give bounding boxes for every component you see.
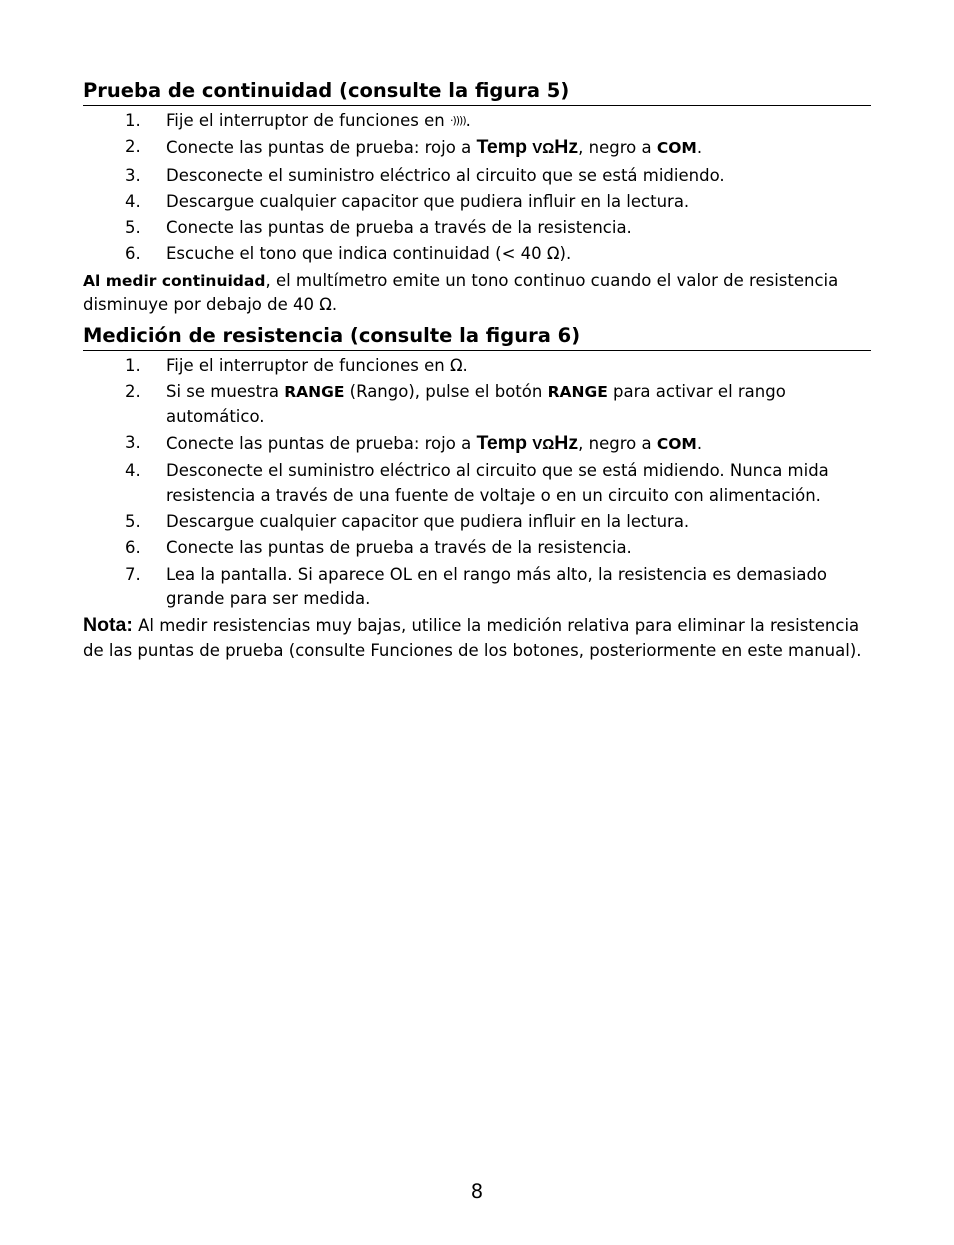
temp-terminal-label: Temp	[476, 136, 527, 159]
step-number: 1.	[125, 111, 141, 130]
page-number: 8	[470, 1180, 484, 1203]
list-item: 3. Conecte las puntas de prueba: rojo a Temp VΩHz, negro a COM.	[125, 431, 703, 454]
list-item: 5. Descargue cualquier capacitor que pudiera influir en la lectura.	[83, 510, 871, 535]
step-number: 2.	[125, 382, 141, 402]
step-number: 1.	[125, 355, 141, 375]
list-item: 7. Lea la pantalla. Si aparece OL en el rango más alto, la resistencia es demasiado grande para ser medida.	[125, 564, 828, 609]
ohm-icon: Ω	[542, 435, 555, 453]
step-number: 4.	[125, 461, 141, 481]
list-item: 1. Fije el interruptor de funciones en Ω.	[83, 354, 871, 379]
step-number: 6.	[125, 244, 141, 264]
manual-page	[83, 78, 871, 663]
step-number: 3.	[125, 165, 141, 185]
list-item: 6. Escuche el tono que indica continuidad (< 40 Ω).	[83, 242, 871, 267]
v-ohm-hz-terminal-label: VΩHz	[532, 136, 579, 159]
continuity-beeper-icon: ·))))	[449, 114, 466, 127]
v-ohm-hz-terminal-label: VΩHz	[532, 431, 579, 454]
nota-paragraph: Nota: Al medir resistencias muy bajas, utilice la medición relativa para eliminar la resistencia de las puntas de prueba (consulte Funciones de los botones, posteriormente en este manual).	[83, 614, 862, 660]
list-item: 2. Si se muestra RANGE (Rango), pulse el botón RANGE para activar el rango automático.	[125, 382, 786, 426]
list-item: 4. Desconecte el suministro eléctrico al circuito que se está midiendo. Nunca mida resistencia a través de una fuente de voltaje o en un circuito con alimentación.	[125, 461, 829, 505]
resistance-steps-list	[83, 354, 871, 612]
list-item: 5. Conecte las puntas de prueba a través de la resistencia.	[83, 216, 871, 241]
ohm-icon: Ω	[542, 140, 555, 158]
continuity-note: Al medir continuidad, el multímetro emite un tono continuo cuando el valor de resistencia disminuye por debajo de 40 Ω.	[83, 270, 839, 315]
list-item: 6. Conecte las puntas de prueba a través de la resistencia.	[83, 536, 871, 561]
step-number: 3.	[125, 432, 141, 452]
com-terminal-label: COM	[656, 139, 697, 158]
section-heading-continuity: Prueba de continuidad (consulte la figura 5)	[83, 78, 871, 106]
list-item: 3. Desconecte el suministro eléctrico al circuito que se está midiendo.	[83, 164, 871, 189]
nota-label: Nota:	[83, 614, 133, 637]
range-button-label: RANGE	[547, 383, 608, 402]
step-number: 2.	[125, 137, 141, 157]
list-item: 2. Conecte las puntas de prueba: rojo a Temp VΩHz, negro a COM.	[125, 136, 703, 159]
list-item: 1. Fije el interruptor de funciones en ·)))).	[83, 109, 871, 134]
section-heading-resistance: Medición de resistencia (consulte la figura 6)	[83, 323, 871, 351]
continuity-steps-list	[83, 109, 871, 267]
step-number: 4.	[125, 191, 141, 211]
list-item: 4. Descargue cualquier capacitor que pudiera influir en la lectura.	[83, 190, 871, 215]
step-number: 6.	[125, 538, 141, 558]
step-number: 5.	[125, 511, 141, 531]
range-label: RANGE	[284, 383, 345, 402]
temp-terminal-label: Temp	[476, 431, 527, 454]
step-number: 5.	[125, 218, 141, 238]
com-terminal-label: COM	[656, 434, 697, 453]
step-number: 7.	[125, 564, 141, 584]
